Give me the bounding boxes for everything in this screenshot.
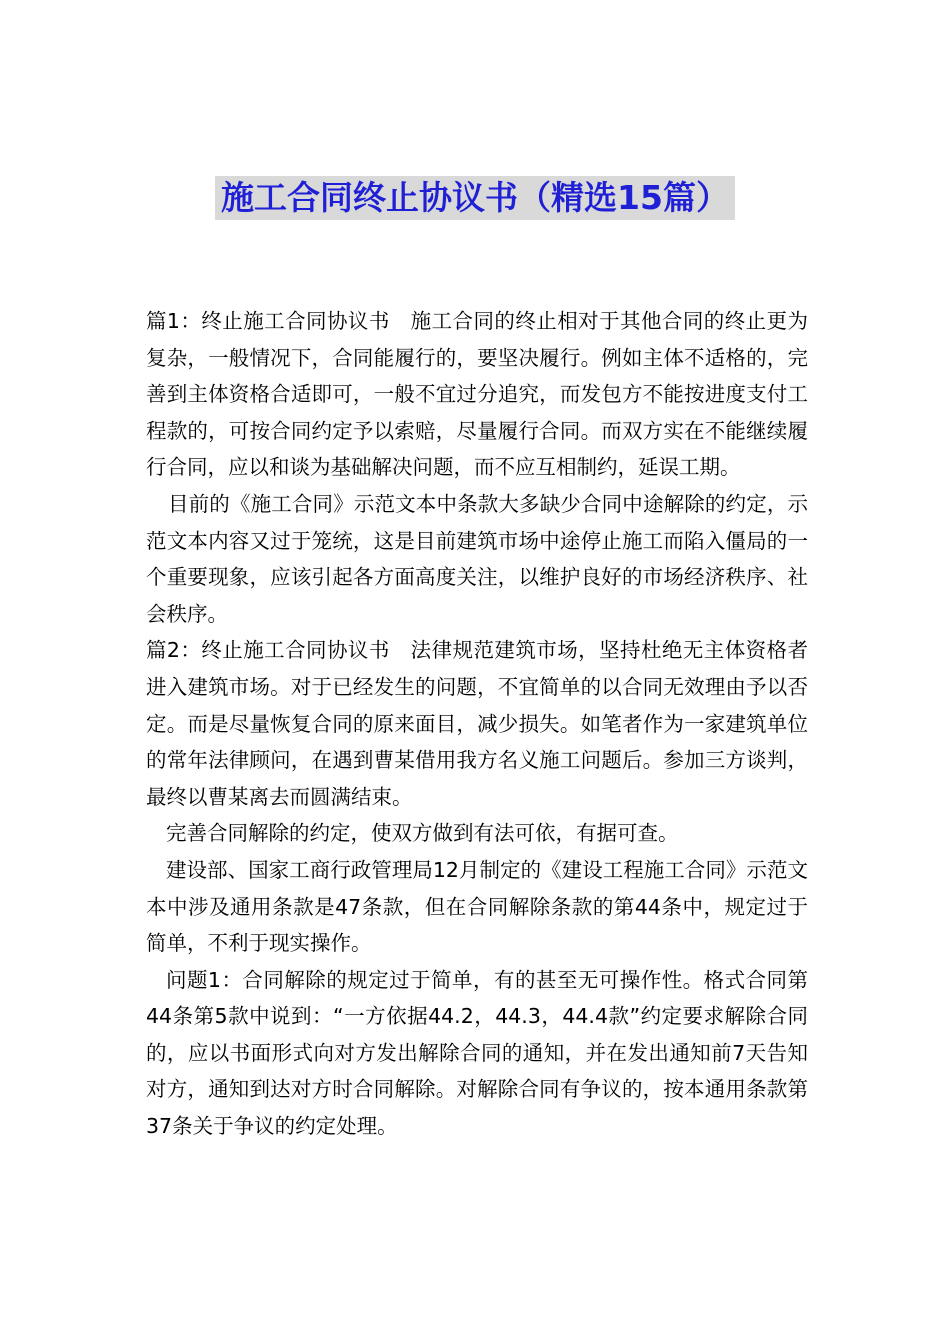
paragraph-5: 建设部、国家工商行政管理局12月制定的《建设工程施工合同》示范文本中涉及通用条款是47条款，但在合同解除条款的第44条中，规定过于简单，不利于现实操作。: [146, 857, 808, 956]
paragraph-3: 篇2：终止施工合同协议书 法律规范建筑市场，坚持杜绝无主体资格者进入建筑市场。对于已经发生的问题，不宜简单的以合同无效理由予以否定。而是尽量恢复合同的原来面目，减少损失。如笔者作为一家建筑单位的常年法律顾问，在遇到曹某借用我方名义施工问题后。参加三方谈判，最终以曹某离去而圆满结束。: [146, 638, 808, 809]
paragraph-2: 目前的《施工合同》示范文本中条款大多缺少合同中途解除的约定，示范文本内容又过于笼统，这是目前建筑市场中途停止施工而陷入僵局的一个重要现象，应该引起各方面高度关注，以维护良好的市场经济秩序、社会秩序。: [146, 491, 808, 626]
paragraph-4: 完善合同解除的约定，使双方做到有法可依，有据可查。: [166, 821, 679, 846]
paragraph-1: 篇1：终止施工合同协议书 施工合同的终止相对于其他合同的终止更为复杂，一般情况下，合同能履行的，要坚决履行。例如主体不适格的，完善到主体资格合适即可，一般不宜过分追究，而发包方不能按进度支付工程款的，可按合同约定予以索赔，尽量履行合同。而双方实在不能继续履行合同，应以和谈为基础解决问题，而不应互相制约，延误工期。: [146, 309, 808, 480]
title-container: [0, 176, 950, 220]
document-title: 施工合同终止协议书（精选15篇）: [215, 176, 735, 220]
paragraph-6: 问题1：合同解除的规定过于简单，有的甚至无可操作性。格式合同第44条第5款中说到：“一方依据44.2，44.3，44.4款”约定要求解除合同的，应以书面形式向对方发出解除合同的通知，并在发出通知前7天告知对方，通知到达对方时合同解除。对解除合同有争议的，按本通用条款第37条关于争议的约定处理。: [146, 967, 808, 1139]
document-body: [146, 303, 808, 1145]
